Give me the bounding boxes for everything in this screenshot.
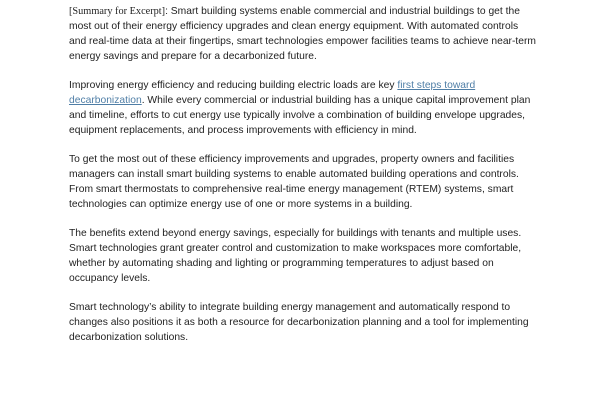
paragraph-1-text: : Smart building systems enable commercial and industrial buildings to get the most out of their energy efficiency upgrades and clean energy equipment. With automated controls and real-time data at their fingertips, smart technologies empower facilities teams to achieve near-term energy savings and prepare for a decarbonized future.	[69, 6, 537, 62]
decarbonization-link[interactable]: first steps toward decarbonization	[69, 80, 476, 106]
paragraph-integration: Smart technology’s ability to integrate building energy management and automatically respond to changes also positions it as both a resource for decarbonization planning and a tool for implementing decarbonization solutions.	[69, 302, 529, 343]
paragraph-benefits: The benefits extend beyond energy savings, especially for buildings with tenants and multiple uses. Smart technologies grant greater control and customization to make workspaces more comfortable, whether by automating shading and lighting or programming temperatures to adjust based on occupancy levels.	[69, 228, 522, 284]
paragraph-efficiency	[69, 78, 536, 138]
paragraph-smart-systems: To get the most out of these efficiency improvements and upgrades, property owners and facilities managers can install smart building systems to enable automated building operations and controls. From smart thermostats to comprehensive real-time energy management (RTEM) systems, smart technologies can optimize energy use of one or more systems in a building.	[69, 154, 519, 210]
summary-label: [Summary for Excerpt]	[69, 6, 166, 17]
paragraph-2-text-end: . While every commercial or industrial building has a unique capital improvement plan and timeline, efforts to cut energy use typically involve a combination of building envelope upgrades, equipment replacements, and process improvements with efficiency in mind.	[69, 95, 531, 136]
paragraph-2-text-start: Improving energy efficiency and reducing building electric loads are key	[69, 80, 398, 91]
paragraph-summary	[69, 4, 536, 64]
